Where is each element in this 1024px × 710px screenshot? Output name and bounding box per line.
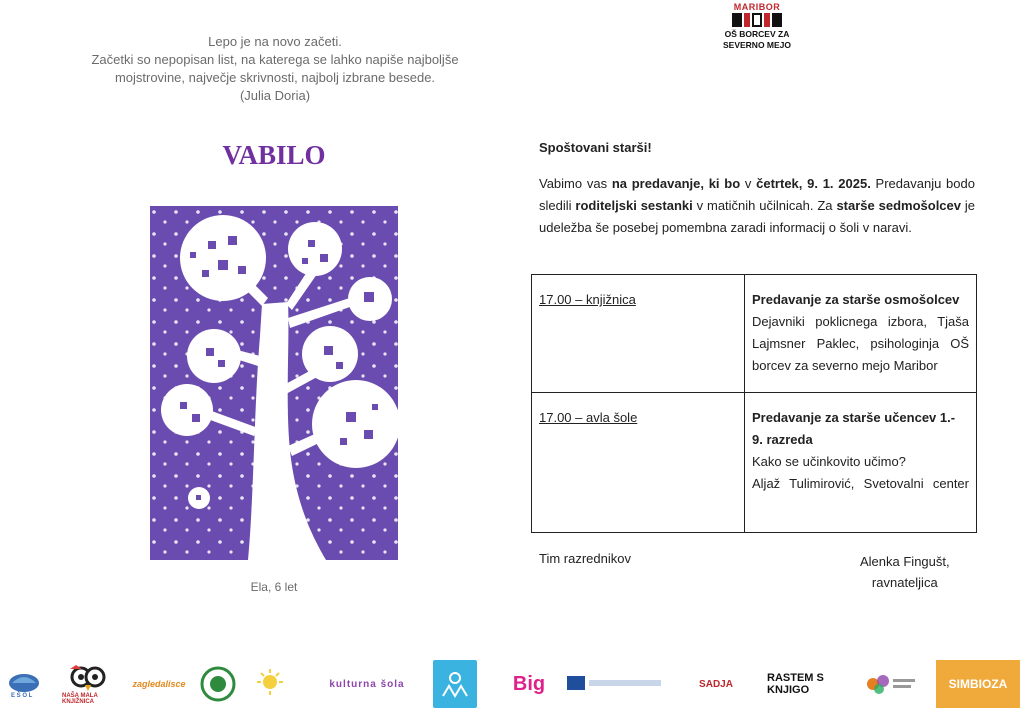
- partner-logos: [0, 660, 1024, 710]
- sadje-logo: SADJA: [699, 678, 733, 690]
- kulturna-sola-logo: kulturna šola: [329, 678, 405, 690]
- principal-title: ravnateljica: [871, 575, 938, 590]
- owl-library-logo: NAŠA MALA KNJIŽNICA: [62, 660, 114, 708]
- simbioza-logo: SIMBIOZA: [936, 660, 1020, 708]
- invitation-paragraph: Vabimo vas na predavanje, ki bo v četrtek, 9. 1. 2025. Predavanju bodo sledili roditeljski sestanki v matičnih učilnicah. Za starše sedmošolcev je udeležba še posebej pomembna zaradi informacij o šoli v naravi.: [539, 176, 976, 235]
- schedule-description: [745, 275, 977, 393]
- signature-teachers: Tim razrednikov: [539, 551, 631, 566]
- svg-text:E Š O L: E Š O L: [11, 693, 33, 699]
- quote-line: Začetki so nepopisan list, na katerega se lahko napiše najboljše: [91, 52, 459, 67]
- little-big-entrepreneurs-logo: Big: [512, 672, 546, 695]
- school-logo-line1: OŠ BORCEV ZA: [724, 29, 790, 39]
- schedule-table: [531, 274, 977, 533]
- artwork-caption: Ela, 6 let: [250, 580, 298, 594]
- schedule-time: 17.00 – knjižnica: [532, 275, 745, 393]
- letter-body: [539, 140, 975, 239]
- signature-principal: [860, 551, 950, 593]
- school-logo-city: MARIBOR: [733, 2, 781, 12]
- sun-logo: [252, 660, 288, 708]
- invitation-title: VABILO: [222, 140, 326, 170]
- eco-school-logo: [6, 660, 42, 708]
- blue-square-logo: [433, 660, 477, 708]
- zagledal-logo: zagledalisce: [132, 679, 186, 689]
- schedule-detail: Dejavniki poklicnega izbora, Tjaša Lajmsner Paklec, psihologinja OŠ borcev za severno mejo Maribor: [752, 314, 969, 373]
- school-logo: [718, 2, 796, 51]
- schedule-time: 17.00 – avla šole: [532, 393, 745, 533]
- flag-logo: [566, 660, 666, 708]
- rastem-s-knjigo-logo: RASTEM S KNJIGO: [767, 672, 824, 696]
- motto-quote: [70, 33, 480, 105]
- schedule-detail: Kako se učinkovito učimo?: [752, 454, 906, 469]
- schedule-detail: Aljaž Tulimirović, Svetovalni center: [752, 476, 969, 491]
- table-row: [532, 275, 977, 393]
- child-artwork-tree: [150, 206, 398, 560]
- schedule-heading: Predavanje za starše osmošolcev: [752, 292, 960, 307]
- greeting: Spoštovani starši!: [539, 140, 652, 155]
- table-row: [532, 393, 977, 533]
- quote-author: (Julia Doria): [239, 88, 311, 103]
- quote-line: Lepo je na novo začeti.: [208, 34, 342, 49]
- schedule-description: [745, 393, 977, 533]
- schedule-heading: Predavanje za starše učencev 1.- 9. razreda: [752, 410, 956, 447]
- principal-name: Alenka Fingušt,: [860, 554, 950, 569]
- school-logo-line2: SEVERNO MEJO: [722, 40, 792, 50]
- quote-line: mojstrovine, največje skrivnosti, najbolj izbrane besede.: [114, 70, 436, 85]
- colorful-logo: [862, 660, 920, 708]
- green-circle-logo: [198, 660, 238, 708]
- school-logo-mark: [718, 13, 796, 27]
